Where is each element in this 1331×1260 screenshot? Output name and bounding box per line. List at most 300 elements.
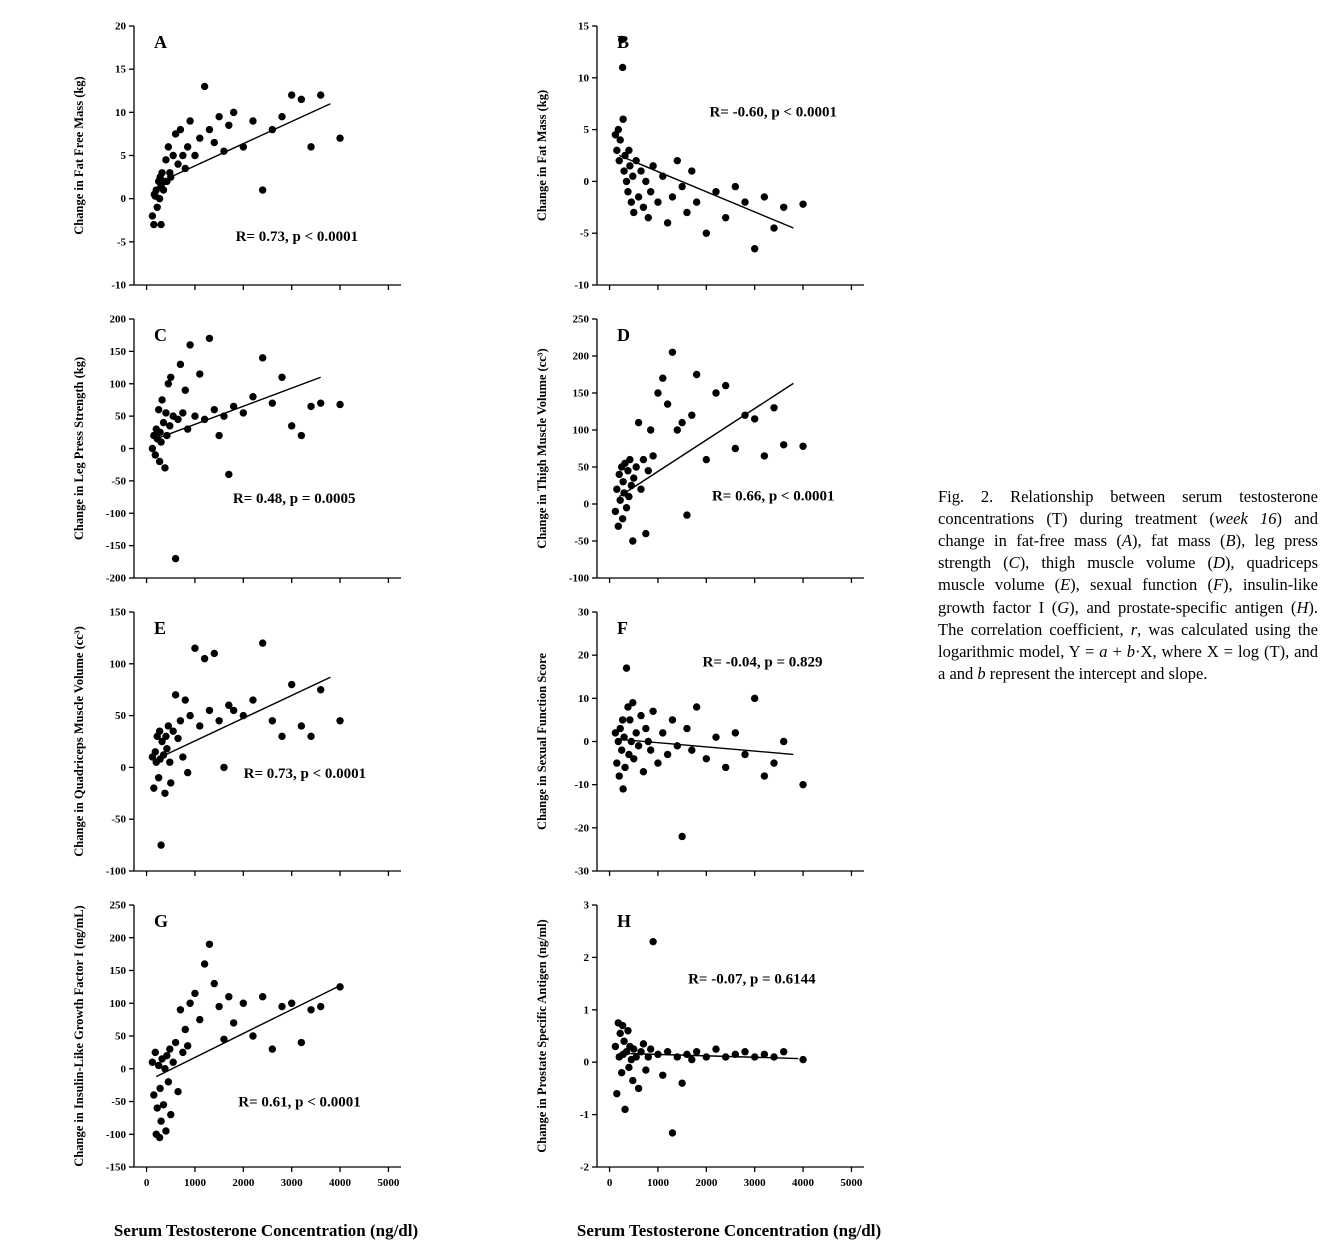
data-point [613, 486, 620, 493]
data-point [154, 1104, 161, 1111]
data-point [619, 478, 626, 485]
data-point [647, 188, 654, 195]
data-point [616, 772, 623, 779]
y-tick-label: 15 [578, 20, 589, 33]
correlation-annotation: R= -0.07, p = 0.6144 [688, 971, 816, 988]
data-point [623, 178, 630, 185]
data-point [169, 727, 176, 734]
data-point [732, 1051, 739, 1058]
data-point [688, 746, 695, 753]
data-point [618, 1069, 625, 1076]
data-point [645, 467, 652, 474]
data-point [196, 1016, 203, 1023]
data-point [211, 980, 218, 987]
data-point [770, 759, 777, 766]
data-point [626, 162, 633, 169]
data-point [617, 136, 624, 143]
data-point [156, 458, 163, 465]
data-point [688, 412, 695, 419]
data-point [678, 419, 685, 426]
data-point [167, 1111, 174, 1118]
data-point [664, 400, 671, 407]
data-point [150, 784, 157, 791]
data-point [288, 422, 295, 429]
data-point [649, 708, 656, 715]
data-point [780, 204, 787, 211]
data-point [722, 764, 729, 771]
data-point [149, 212, 156, 219]
data-point [230, 1019, 237, 1026]
data-point [152, 748, 159, 755]
data-point [632, 157, 639, 164]
data-point [621, 764, 628, 771]
data-point [623, 504, 630, 511]
data-point [298, 96, 305, 103]
data-point [298, 432, 305, 439]
panel-letter: A [154, 32, 167, 52]
figure-caption-text: Fig. 2. Relationship between serum testosterone concentrations (T) during treatment (week 16) and change in fat-free mass (A), fat mass (B), leg press strength (C), thigh muscle volume (D), quadriceps muscle volume (E), sexual function (F), insulin-like growth factor I (G), and prostate-specific antigen (H). The correlation coefficient, r, was calculated using the logarithmic model, Y = a + b·X, where X = log (T), and a and b represent the intercept and slope. [938, 487, 1319, 683]
data-point [647, 426, 654, 433]
y-tick-label: 150 [109, 345, 126, 358]
data-point [659, 729, 666, 736]
scatter-panel-d [533, 307, 878, 592]
data-point [647, 746, 654, 753]
data-point [642, 725, 649, 732]
data-point [621, 1106, 628, 1113]
data-point [688, 167, 695, 174]
y-tick-label: -100 [105, 865, 126, 878]
correlation-annotation: R= 0.48, p = 0.0005 [232, 490, 356, 507]
data-point [637, 712, 644, 719]
data-point [336, 717, 343, 724]
data-point [761, 1051, 768, 1058]
data-point [225, 993, 232, 1000]
data-point [780, 441, 787, 448]
data-point [161, 464, 168, 471]
y-tick-label: -200 [105, 572, 126, 585]
data-point [206, 941, 213, 948]
data-point [156, 1085, 163, 1092]
data-point [628, 198, 635, 205]
data-point [156, 195, 163, 202]
data-point [688, 1056, 695, 1063]
data-point [211, 139, 218, 146]
y-tick-label: 1 [583, 1004, 589, 1017]
regression-line [156, 377, 320, 439]
data-point [165, 380, 172, 387]
data-point [182, 387, 189, 394]
data-point [664, 1048, 671, 1055]
panel-letter: D [617, 325, 630, 345]
data-point [163, 1052, 170, 1059]
data-point [167, 173, 174, 180]
data-point [613, 759, 620, 766]
data-point [269, 717, 276, 724]
data-point [161, 790, 168, 797]
data-point [712, 389, 719, 396]
data-point [732, 729, 739, 736]
y-tick-label: 0 [583, 1056, 589, 1069]
data-point [174, 1088, 181, 1095]
data-point [201, 83, 208, 90]
data-point [624, 467, 631, 474]
data-point [619, 64, 626, 71]
scatter-panel-b [533, 14, 878, 299]
data-point [640, 456, 647, 463]
data-point [269, 1045, 276, 1052]
y-axis-title: Change in Thigh Muscle Volume (cc³) [535, 348, 549, 549]
data-point [155, 406, 162, 413]
data-point [152, 451, 159, 458]
data-point [703, 755, 710, 762]
data-point [186, 712, 193, 719]
data-point [155, 1062, 162, 1069]
data-point [799, 1056, 806, 1063]
data-point [770, 1053, 777, 1060]
y-tick-label: -50 [111, 813, 126, 826]
x-tick-label: 4000 [792, 1177, 815, 1189]
data-point [158, 396, 165, 403]
data-point [761, 772, 768, 779]
y-tick-label: 20 [115, 20, 126, 33]
y-tick-label: 100 [109, 378, 126, 391]
data-point [628, 738, 635, 745]
data-point [317, 399, 324, 406]
data-point [174, 735, 181, 742]
data-point [336, 983, 343, 990]
y-tick-label: 50 [115, 1030, 126, 1043]
data-point [278, 733, 285, 740]
data-point [215, 113, 222, 120]
data-point [182, 696, 189, 703]
data-point [741, 751, 748, 758]
y-tick-label: -10 [111, 279, 126, 292]
data-point [177, 1006, 184, 1013]
data-point [770, 404, 777, 411]
data-point [630, 1045, 637, 1052]
data-point [642, 530, 649, 537]
data-point [162, 1127, 169, 1134]
data-point [259, 186, 266, 193]
y-tick-label: 100 [572, 424, 589, 437]
data-point [626, 716, 633, 723]
data-point [620, 733, 627, 740]
y-tick-label: 30 [578, 606, 589, 619]
scatter-panel-e [70, 600, 415, 885]
data-point [215, 1003, 222, 1010]
y-tick-label: 100 [109, 658, 126, 671]
data-point [298, 722, 305, 729]
data-point [741, 412, 748, 419]
data-point [703, 1053, 710, 1060]
data-point [637, 486, 644, 493]
data-point [288, 1000, 295, 1007]
data-point [184, 769, 191, 776]
data-point [174, 160, 181, 167]
data-point [156, 1134, 163, 1141]
correlation-annotation: R= 0.73, p < 0.0001 [243, 765, 367, 782]
data-point [165, 1078, 172, 1085]
regression-line [619, 383, 793, 496]
y-tick-label: 5 [583, 124, 589, 137]
y-tick-label: 0 [120, 761, 126, 774]
y-tick-label: -50 [574, 535, 589, 548]
data-point [645, 738, 652, 745]
y-tick-label: 10 [578, 692, 589, 705]
x-tick-label: 0 [143, 1177, 150, 1189]
data-point [182, 165, 189, 172]
data-point [693, 1048, 700, 1055]
data-point [156, 727, 163, 734]
data-point [249, 117, 256, 124]
data-point [215, 432, 222, 439]
y-tick-label: -10 [574, 779, 589, 792]
data-point [160, 1101, 167, 1108]
data-point [616, 157, 623, 164]
data-point [317, 1003, 324, 1010]
data-point [162, 733, 169, 740]
data-point [619, 116, 626, 123]
scatter-panel-h [533, 893, 878, 1205]
data-point [674, 426, 681, 433]
data-point [732, 445, 739, 452]
data-point [172, 1039, 179, 1046]
x-axis-title-left: Serum Testosterone Concentration (ng/dl) [113, 1221, 419, 1240]
data-point [669, 349, 676, 356]
data-point [220, 1036, 227, 1043]
data-point [649, 452, 656, 459]
panel-letter: E [154, 618, 167, 638]
y-tick-label: 0 [120, 193, 126, 206]
data-point [179, 753, 186, 760]
y-tick-label: 250 [572, 313, 589, 326]
y-tick-label: -50 [111, 475, 126, 488]
data-point [163, 745, 170, 752]
data-point [288, 681, 295, 688]
data-point [165, 143, 172, 150]
data-point [336, 135, 343, 142]
data-point [259, 639, 266, 646]
data-point [191, 412, 198, 419]
y-tick-label: -30 [574, 865, 589, 878]
data-point [206, 335, 213, 342]
data-point [780, 1048, 787, 1055]
data-point [186, 1000, 193, 1007]
y-tick-label: 250 [109, 899, 126, 912]
data-point [230, 707, 237, 714]
data-point [201, 960, 208, 967]
y-tick-label: 200 [109, 932, 126, 945]
data-point [191, 645, 198, 652]
correlation-annotation: R= -0.04, p = 0.829 [702, 654, 823, 671]
data-point [659, 1072, 666, 1079]
correlation-annotation: R= 0.61, p < 0.0001 [238, 1094, 361, 1111]
data-point [269, 399, 276, 406]
data-point [211, 650, 218, 657]
data-point [625, 147, 632, 154]
data-point [317, 91, 324, 98]
data-point [240, 143, 247, 150]
data-point [642, 1066, 649, 1073]
data-point [630, 474, 637, 481]
data-point [160, 419, 167, 426]
data-point [626, 456, 633, 463]
data-point [635, 1085, 642, 1092]
data-point [184, 1042, 191, 1049]
data-point [624, 1027, 631, 1034]
x-tick-label: 0 [606, 1177, 613, 1189]
y-tick-label: 0 [583, 175, 589, 188]
data-point [163, 432, 170, 439]
data-point [240, 712, 247, 719]
data-point [693, 371, 700, 378]
data-point [647, 1045, 654, 1052]
data-point [674, 157, 681, 164]
data-point [259, 993, 266, 1000]
data-point [167, 779, 174, 786]
data-point [196, 722, 203, 729]
x-tick-label: 5000 [377, 1177, 400, 1189]
scatter-panel-f [533, 600, 878, 885]
data-point [624, 188, 631, 195]
data-point [230, 109, 237, 116]
x-tick-label: 5000 [840, 1177, 863, 1189]
y-tick-label: 150 [572, 387, 589, 400]
data-point [259, 354, 266, 361]
y-tick-label: 20 [578, 649, 589, 662]
y-tick-label: 50 [578, 461, 589, 474]
data-point [625, 1064, 632, 1071]
data-point [288, 91, 295, 98]
data-point [152, 1049, 159, 1056]
data-point [169, 1059, 176, 1066]
panel-letter: F [617, 618, 628, 638]
data-point [751, 415, 758, 422]
data-point [703, 230, 710, 237]
y-tick-label: -5 [116, 236, 126, 249]
data-point [722, 382, 729, 389]
data-point [741, 198, 748, 205]
data-point [722, 1053, 729, 1060]
data-point [669, 1129, 676, 1136]
panel-letter: H [617, 911, 632, 931]
data-point [751, 1053, 758, 1060]
panel-letter: B [617, 32, 630, 52]
y-tick-label: -150 [105, 540, 126, 553]
data-point [191, 152, 198, 159]
correlation-annotation: R= 0.66, p < 0.0001 [711, 488, 835, 505]
data-point [612, 508, 619, 515]
y-tick-label: -10 [574, 279, 589, 292]
data-point [206, 126, 213, 133]
data-point [669, 193, 676, 200]
data-point [172, 555, 179, 562]
data-point [220, 764, 227, 771]
data-point [172, 691, 179, 698]
y-tick-label: -1 [579, 1109, 589, 1122]
data-point [307, 733, 314, 740]
correlation-annotation: R= 0.73, p < 0.0001 [235, 228, 359, 245]
data-point [664, 219, 671, 226]
data-point [157, 1117, 164, 1124]
data-point [160, 186, 167, 193]
data-point [628, 482, 635, 489]
y-tick-label: 5 [120, 150, 126, 162]
data-point [640, 204, 647, 211]
data-point [619, 515, 626, 522]
data-point [615, 523, 622, 530]
data-point [630, 755, 637, 762]
data-point [637, 167, 644, 174]
y-axis-title: Change in Fat Mass (kg) [535, 89, 549, 222]
data-point [220, 147, 227, 154]
data-point [201, 655, 208, 662]
y-axis-title: Change in Insulin-Like Growth Factor I (ng/mL) [72, 905, 86, 1167]
y-tick-label: -5 [579, 227, 589, 240]
data-point [617, 497, 624, 504]
y-tick-label: -100 [105, 507, 126, 520]
data-point [642, 178, 649, 185]
data-point [162, 409, 169, 416]
data-point [620, 1038, 627, 1045]
data-point [751, 695, 758, 702]
data-point [167, 374, 174, 381]
data-point [623, 664, 630, 671]
y-tick-label: 200 [109, 313, 126, 326]
data-point [635, 193, 642, 200]
data-point [166, 759, 173, 766]
data-point [160, 751, 167, 758]
data-point [637, 1048, 644, 1055]
data-point [240, 1000, 247, 1007]
data-point [630, 209, 637, 216]
y-tick-label: 50 [115, 710, 126, 723]
data-point [186, 117, 193, 124]
data-point [307, 1006, 314, 1013]
data-point [654, 759, 661, 766]
data-point [278, 113, 285, 120]
y-tick-label: 0 [120, 1063, 126, 1076]
correlation-annotation: R= -0.60, p < 0.0001 [709, 104, 837, 121]
data-point [770, 224, 777, 231]
data-point [732, 183, 739, 190]
data-point [206, 707, 213, 714]
data-point [169, 152, 176, 159]
data-point [317, 686, 324, 693]
data-point [635, 742, 642, 749]
data-point [669, 716, 676, 723]
data-point [166, 1045, 173, 1052]
data-point [225, 122, 232, 129]
x-tick-label: 1000 [646, 1177, 669, 1189]
data-point [640, 768, 647, 775]
data-point [613, 147, 620, 154]
y-axis-title: Change in Leg Press Strength (kg) [72, 356, 86, 541]
data-point [659, 173, 666, 180]
data-point [150, 221, 157, 228]
data-point [336, 401, 343, 408]
data-point [617, 725, 624, 732]
panel-letter: C [154, 325, 167, 345]
data-point [683, 511, 690, 518]
x-tick-label: 2000 [695, 1177, 718, 1189]
data-point [196, 370, 203, 377]
y-tick-label: -20 [574, 822, 589, 835]
x-tick-label: 1000 [183, 1177, 206, 1189]
caption-column [938, 14, 1318, 685]
data-point [157, 841, 164, 848]
data-point [156, 429, 163, 436]
